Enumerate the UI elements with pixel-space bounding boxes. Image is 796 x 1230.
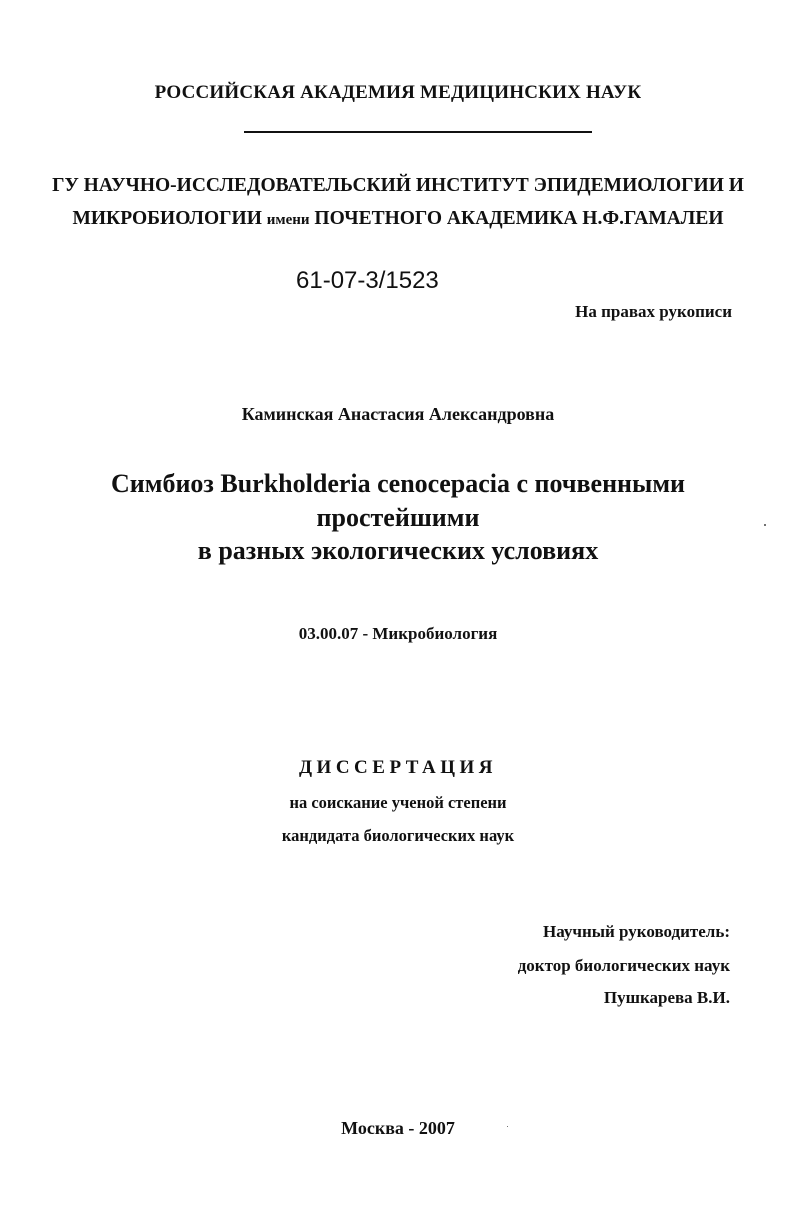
thesis-title-line3: в разных экологических условиях	[197, 536, 599, 565]
supervisor-degree: доктор биологических наук	[517, 956, 730, 975]
scan-speck	[764, 524, 766, 526]
specialty-code: 03.00.07 - Микробиология	[298, 624, 498, 643]
supervisor-label: Научный руководитель:	[543, 922, 730, 941]
thesis-title-line1: Симбиоз Burkholderia cenocepacia с почвенными	[110, 469, 686, 498]
header-divider	[244, 131, 592, 133]
thesis-title-line2: простейшими	[316, 503, 480, 532]
academy-name: РОССИЙСКАЯ АКАДЕМИЯ МЕДИЦИНСКИХ НАУК	[154, 82, 642, 103]
institute-name-line2-part1: МИКРОБИОЛОГИИ	[72, 208, 262, 229]
catalog-number: 61-07-3/1523	[296, 267, 439, 294]
dissertation-purpose-line2: кандидата биологических наук	[281, 826, 515, 845]
scan-speck	[507, 1126, 508, 1127]
supervisor-name: Пушкарева В.И.	[603, 988, 730, 1007]
institute-name-line2	[0, 208, 796, 230]
institute-name-line2-small: имени	[266, 212, 310, 228]
institute-name-line2-part2: ПОЧЕТНОГО АКАДЕМИКА Н.Ф.ГАМАЛЕИ	[314, 208, 724, 229]
author-name: Каминская Анастасия Александровна	[241, 404, 555, 424]
rights-note: На правах рукописи	[575, 302, 732, 321]
institute-name-line1: ГУ НАУЧНО-ИССЛЕДОВАТЕЛЬСКИЙ ИНСТИТУТ ЭПИДЕМИОЛОГИИ И	[52, 175, 744, 196]
city-year: Москва - 2007	[341, 1118, 455, 1138]
dissertation-label: ДИССЕРТАЦИЯ	[298, 757, 498, 778]
dissertation-purpose-line1: на соискание ученой степени	[289, 793, 507, 812]
